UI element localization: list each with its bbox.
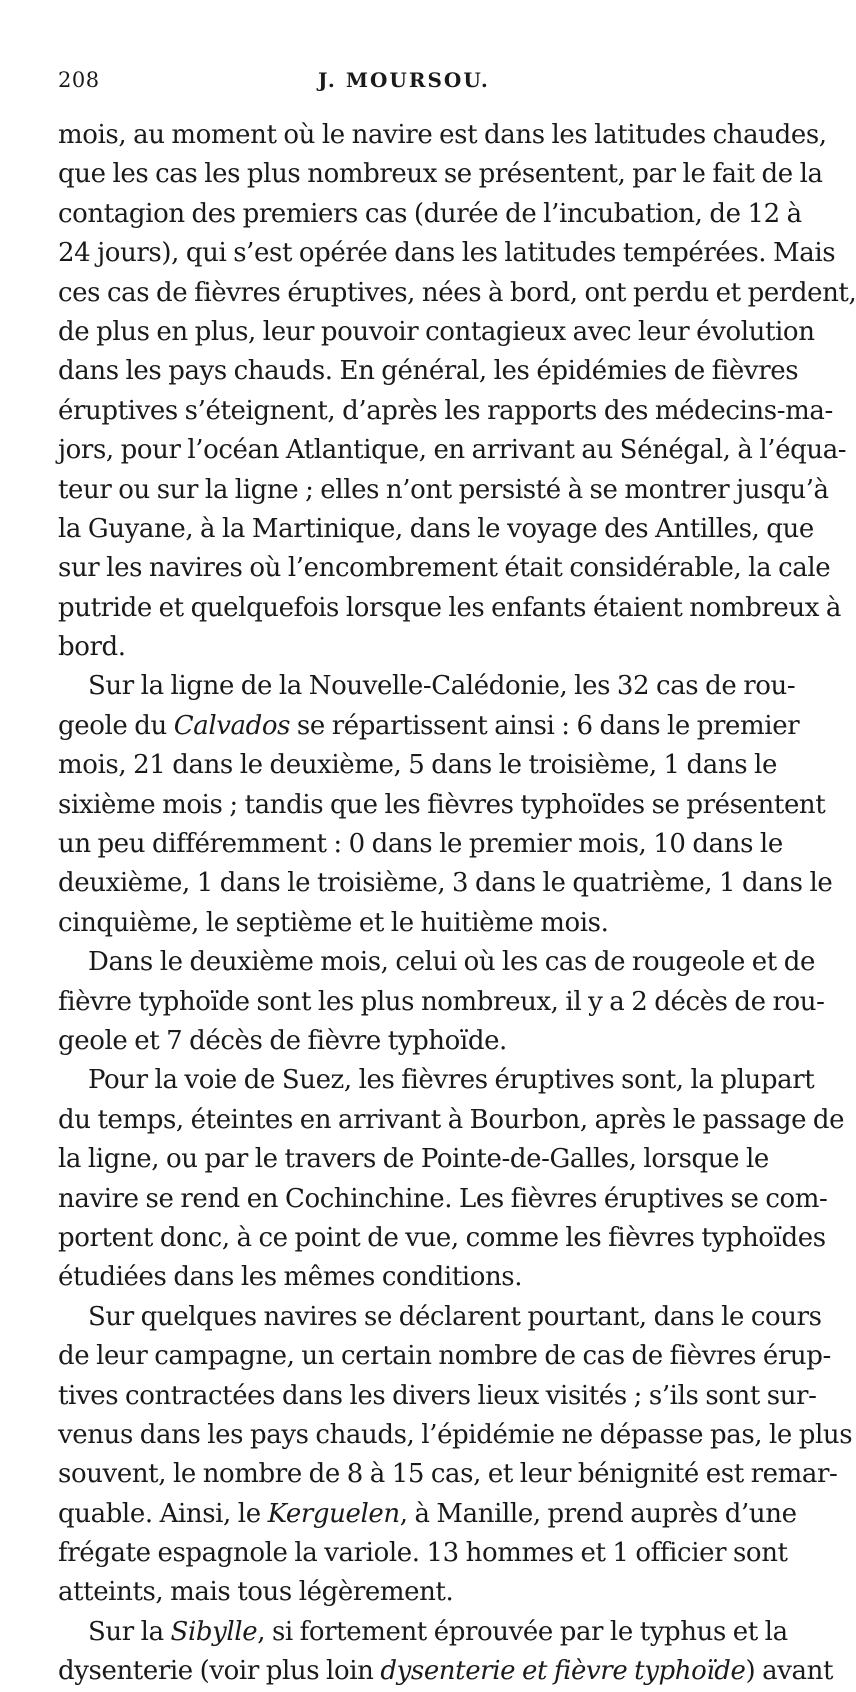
line-text: Sur quelques navires se déclarent pourtant, dans le cours xyxy=(88,1301,822,1332)
text-line xyxy=(58,667,796,706)
line-text: 24 jours), qui s’est opérée dans les latitudes tempérées. Mais xyxy=(58,238,836,269)
text-line xyxy=(58,313,815,352)
text-line xyxy=(58,155,823,194)
line-text: que les cas les plus nombreux se présentent, par le fait de la xyxy=(58,159,823,190)
line-text: la Guyane, à la Martinique, dans le voyage des Antilles, que xyxy=(58,513,814,544)
line-text: sur les navires où l’encombrement était considérable, la cale xyxy=(58,553,831,584)
page-number: 208 xyxy=(58,68,100,92)
text-line xyxy=(58,864,833,903)
text-line xyxy=(58,1455,838,1494)
line-text: la ligne, ou par le travers de Pointe-de-Galles, lorsque le xyxy=(58,1144,769,1175)
text-line xyxy=(58,352,799,391)
line-text: contagion des premiers cas (durée de l’incubation, de 12 à xyxy=(58,198,802,229)
line-text: du temps, éteintes en arrivant à Bourbon, après le passage de xyxy=(58,1104,845,1135)
line-text: Sur la ligne de la Nouvelle-Calédonie, les 32 cas de rou- xyxy=(88,671,796,702)
line-text: fièvre typhoïde sont les plus nombreux, il y a 2 décès de rou- xyxy=(58,986,825,1017)
text-line xyxy=(58,1101,845,1140)
line-text: mois, au moment où le navire est dans les latitudes chaudes, xyxy=(58,120,827,150)
line-text: sixième mois ; tandis que les fièvres typhoïdes se présentent xyxy=(58,789,826,820)
italic-text: Sibylle xyxy=(170,1616,258,1647)
text-line xyxy=(58,943,815,982)
text-line xyxy=(58,1534,788,1573)
text-line xyxy=(58,1061,815,1100)
text-line xyxy=(58,234,836,273)
line-text: putride et quelquefois lorsque les enfants étaient nombreux à xyxy=(58,592,841,623)
body-text xyxy=(58,116,856,1692)
text-line xyxy=(58,1613,788,1652)
line-text: , à Manille, prend auprès d’une xyxy=(399,1498,797,1529)
text-line xyxy=(58,786,826,825)
line-text: un peu différemment : 0 dans le premier mois, 10 dans le xyxy=(58,829,783,860)
text-line xyxy=(58,1495,797,1534)
line-text: dans les pays chauds. En général, les épidémies de fièvres xyxy=(58,356,799,387)
text-line xyxy=(58,1416,853,1455)
text-line xyxy=(58,549,831,588)
line-text: de plus en plus, leur pouvoir contagieux avec leur évolution xyxy=(58,316,815,347)
line-text: portent donc, à ce point de vue, comme les fièvres typhoïdes xyxy=(58,1222,826,1253)
italic-text: Calvados xyxy=(173,710,291,741)
line-text: deuxième, 1 dans le troisième, 3 dans le quatrième, 1 dans le xyxy=(58,868,833,899)
line-text: cinquième, le septième et le huitième mois. xyxy=(58,907,609,938)
text-line xyxy=(58,1140,769,1179)
text-line xyxy=(58,1573,764,1612)
line-text: bord. xyxy=(58,632,126,663)
text-line xyxy=(58,825,783,864)
text-line xyxy=(58,471,829,510)
line-text: atteints, mais tous légèrement. xyxy=(58,1577,454,1608)
line-text: navire se rend en Cochinchine. Les fièvres éruptives se com- xyxy=(58,1183,828,1214)
text-line xyxy=(58,1022,764,1061)
line-text: geole et 7 décès de fièvre typhoïde. xyxy=(58,1025,507,1056)
text-line xyxy=(58,904,764,943)
text-line xyxy=(58,1180,828,1219)
line-text: Sur la xyxy=(88,1616,171,1647)
italic-text: Kerguelen xyxy=(267,1498,400,1529)
text-line xyxy=(58,510,814,549)
line-text: teur ou sur la ligne ; elles n’ont persisté à se montrer jusqu’à xyxy=(58,474,829,505)
text-line xyxy=(58,431,847,470)
line-text: dysenterie (voir plus loin xyxy=(58,1656,381,1687)
line-text: étudiées dans les mêmes conditions. xyxy=(58,1262,523,1293)
text-line xyxy=(58,1337,831,1376)
text-line xyxy=(58,1377,817,1416)
text-line xyxy=(58,392,833,431)
running-head-author: J. MOURSOU. xyxy=(318,68,490,92)
italic-text: dysenterie et fièvre typhoïde xyxy=(380,1656,746,1687)
text-line xyxy=(58,589,841,628)
line-text: Dans le deuxième mois, celui où les cas de rougeole et de xyxy=(88,947,815,978)
text-line xyxy=(58,1258,764,1297)
text-line xyxy=(58,628,764,667)
text-line xyxy=(58,1652,833,1691)
line-text: de leur campagne, un certain nombre de cas de fièvres érup- xyxy=(58,1341,831,1372)
line-text: Pour la voie de Suez, les fièvres éruptives sont, la plupart xyxy=(88,1065,815,1096)
text-line xyxy=(58,983,825,1022)
text-line xyxy=(58,116,827,155)
line-text: , si fortement éprouvée par le typhus et la xyxy=(257,1616,788,1647)
running-head xyxy=(58,68,764,116)
line-text: tives contractées dans les divers lieux visités ; s’ils sont sur- xyxy=(58,1380,817,1411)
line-text: jors, pour l’océan Atlantique, en arrivant au Sénégal, à l’équa- xyxy=(58,435,847,466)
text-line xyxy=(58,1298,822,1337)
text-line xyxy=(58,746,777,785)
line-text: frégate espagnole la variole. 13 hommes et 1 officier sont xyxy=(58,1538,788,1569)
text-line xyxy=(58,195,802,234)
line-text: quable. Ainsi, le xyxy=(58,1498,268,1529)
text-line xyxy=(58,1219,826,1258)
line-text: ) avant xyxy=(745,1656,833,1687)
line-text: se répartissent ainsi : 6 dans le premier xyxy=(290,710,800,741)
line-text: geole du xyxy=(58,710,174,741)
line-text: venus dans les pays chauds, l’épidémie ne dépasse pas, le plus xyxy=(58,1419,853,1450)
text-line xyxy=(58,707,800,746)
line-text: mois, 21 dans le deuxième, 5 dans le troisième, 1 dans le xyxy=(58,750,777,781)
line-text: souvent, le nombre de 8 à 15 cas, et leur bénignité est remar- xyxy=(58,1459,838,1490)
text-line xyxy=(58,274,856,313)
line-text: ces cas de fièvres éruptives, nées à bord, ont perdu et perdent, xyxy=(58,277,856,308)
line-text: éruptives s’éteignent, d’après les rapports des médecins-ma- xyxy=(58,395,833,426)
